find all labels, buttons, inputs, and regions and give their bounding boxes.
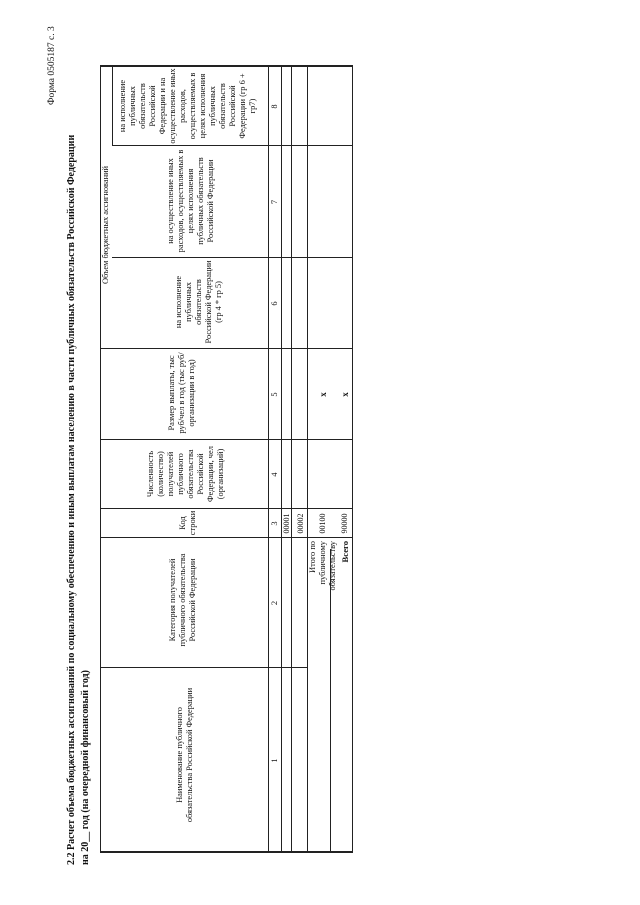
header-group: Объем бюджетных ассигнований	[101, 165, 110, 285]
row-00001-border	[291, 66, 292, 853]
header-col5: Размер выплаты, тыс руб/чел в год (тыс руб/организации в год)	[167, 352, 196, 434]
divider-col6-col7	[112, 257, 353, 258]
total-col5-cross: x	[340, 392, 350, 397]
header-col8: на исполнение публичных обязательств Российской Федерации и на осуществление иных расходов, осуществляемых в целях исполнения публичных обязательств Российской Федерации (гр 6 + гр7)	[118, 68, 257, 144]
divider-col2-col3	[100, 537, 353, 538]
row-code-00002: 00002	[296, 513, 305, 534]
divider-col7-col8	[112, 145, 353, 146]
subtotal-col5-cross: x	[318, 392, 328, 397]
col-number-7: 7	[270, 199, 279, 205]
header-col6: на исполнение публичных обязательств Российской Федерации (гр 4 * гр 5)	[174, 260, 223, 344]
header-col2: Категория получателей публичного обязательства Российской Федерации	[168, 553, 197, 647]
group-header-divider	[112, 66, 113, 146]
total-code: 90000	[340, 513, 349, 534]
col-number-row-border	[281, 66, 282, 853]
col-number-1: 1	[270, 758, 279, 763]
section-title: 2.2 Расчет объема бюджетных ассигнований по социальному обеспечению и иным выплатам населению в части публичных обязательств Российской Федерации	[66, 134, 77, 865]
header-col7: на осуществление иных расходов, осуществляемых в целях исполнения публичных обязательств Российской Федерации	[166, 149, 215, 253]
form-number: Форма 0505187 с. 3	[47, 26, 57, 105]
header-col3: Код строки	[178, 510, 197, 536]
col-number-4: 4	[270, 472, 279, 477]
subtotal-code: 00100	[318, 513, 327, 534]
header-col1: Наименование публичного обязательства Российской Федерации	[175, 687, 194, 823]
divider-col4-col5	[100, 439, 353, 440]
row-00002-border	[307, 66, 308, 853]
col-number-5: 5	[270, 392, 279, 397]
subtotal-label: Итого по публичному обязательству	[308, 541, 337, 591]
col-number-8: 8	[270, 104, 279, 109]
row-code-00001: 00001	[282, 513, 291, 534]
table-top-edge	[100, 65, 353, 67]
divider-col3-col4	[100, 508, 353, 509]
row-subtotal-border	[352, 66, 353, 853]
col-number-6: 6	[270, 301, 279, 306]
header-bottom-border	[268, 66, 269, 853]
col-number-2: 2	[270, 600, 279, 606]
section-subtitle: на 20__ год (на очередной финансовый год)	[80, 670, 91, 865]
divider-col5-col6	[100, 348, 353, 349]
total-label: Всего	[340, 541, 350, 563]
col-number-3: 3	[270, 521, 279, 526]
total-left-line	[282, 851, 353, 853]
header-col4: Численность (количество) получателей публичного обязательства Российской Федерации, чел (организаций)	[146, 446, 225, 502]
